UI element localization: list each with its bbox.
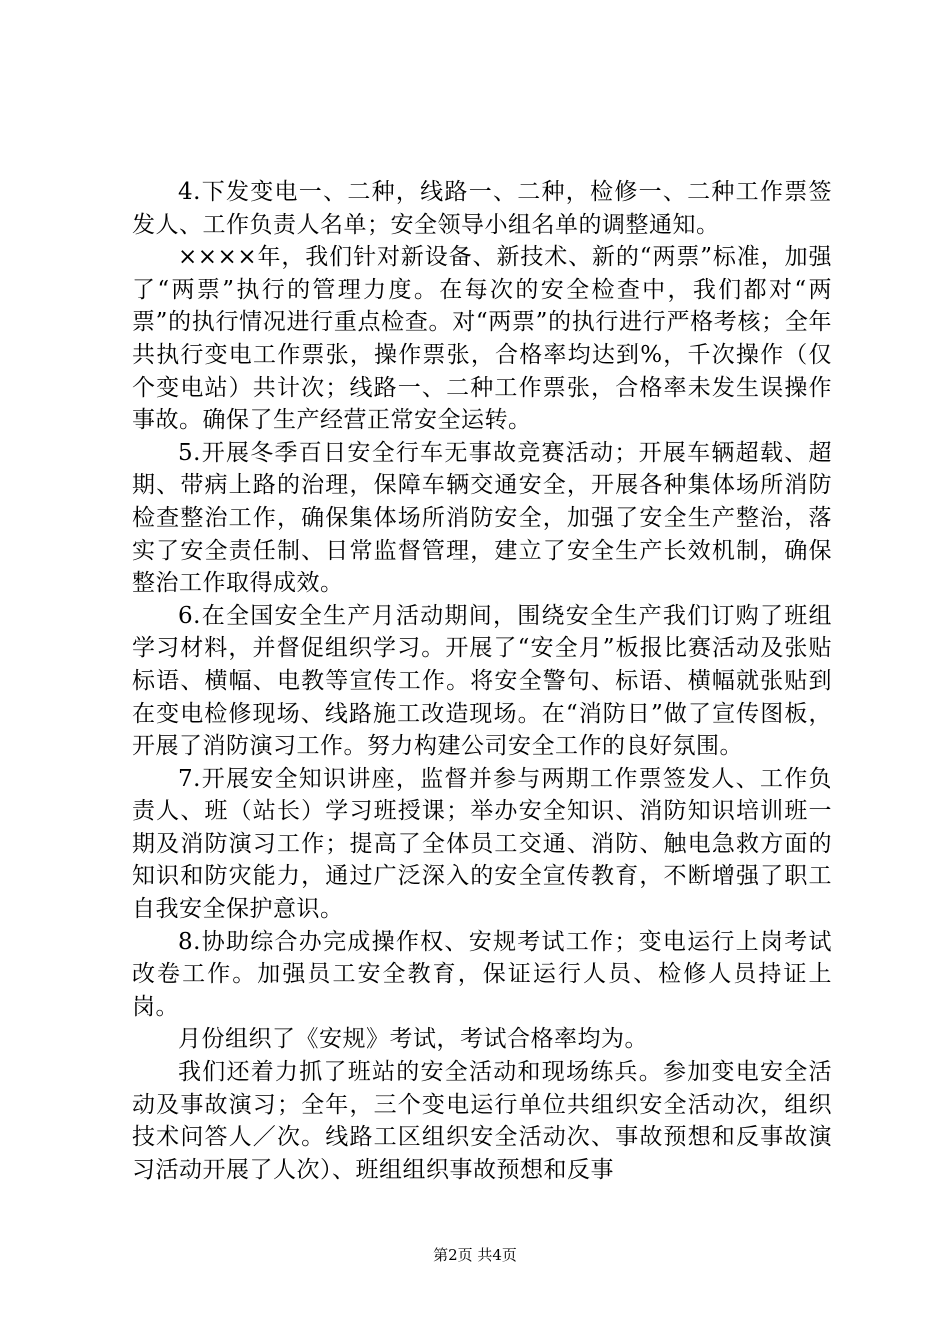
page-footer: 第2页 共4页 <box>433 1246 517 1264</box>
paragraph-item-4: 4.下发变电一、二种，线路一、二种，检修一、二种工作票签发人、工作负责人名单；安全领导小组名单的调整通知。 <box>132 179 832 238</box>
document-body <box>132 176 832 1186</box>
paragraph-item-8: 8.协助综合办完成操作权、安规考试工作；变电运行上岗考试改卷工作。加强员工安全教育，保证运行人员、检修人员持证上岗。 <box>132 928 832 1020</box>
paragraph-item-7: 7.开展安全知识讲座，监督并参与两期工作票签发人、工作负责人、班（站长）学习班授课；举办安全知识、消防知识培训班一期及消防演习工作；提高了全体员工交通、消防、触电急救方面的知识和防灾能力，通过广泛深入的安全宣传教育，不断增强了职工自我安全保护意识。 <box>132 765 832 923</box>
paragraph-exam: 月份组织了《安规》考试，考试合格率均为。 <box>178 1026 648 1053</box>
paragraph-item-5: 5.开展冬季百日安全行车无事故竞赛活动；开展车辆超载、超期、带病上路的治理，保障车辆交通安全，开展各种集体场所消防检查整治工作，确保集体场所消防安全，加强了安全生产整治，落实了安全责任制、日常监督管理，建立了安全生产长效机制，确保整治工作取得成效。 <box>132 439 832 597</box>
paragraph-safety-activities: 我们还着力抓了班站的安全活动和现场练兵。参加变电安全活动及事故演习；全年，三个变电运行单位共组织安全活动次，组织技术问答人／次。线路工区组织安全活动次、事故预想和反事故演习活动开展了人次）、班组组织事故预想和反事 <box>132 1059 832 1183</box>
paragraph-item-6: 6.在全国安全生产月活动期间，围绕安全生产我们订购了班组学习材料，并督促组织学习。开展了“安全月”板报比赛活动及张贴标语、横幅、电教等宣传工作。将安全警句、标语、横幅就张贴到在变电检修现场、线路施工改造现场。在“消防日”做了宣传图板，开展了消防演习工作。努力构建公司安全工作的良好氛围。 <box>132 602 832 760</box>
paragraph-two-tickets: ××××年，我们针对新设备、新技术、新的“两票”标准，加强了“两票”执行的管理力度。在每次的安全检查中，我们都对“两票”的执行情况进行重点检查。对“两票”的执行进行严格考核；全年共执行变电工作票张，操作票张，合格率均达到%，千次操作（仅个变电站）共计次；线路一、二种工作票张，合格率未发生误操作事故。确保了生产经营正常安全运转。 <box>132 244 832 434</box>
